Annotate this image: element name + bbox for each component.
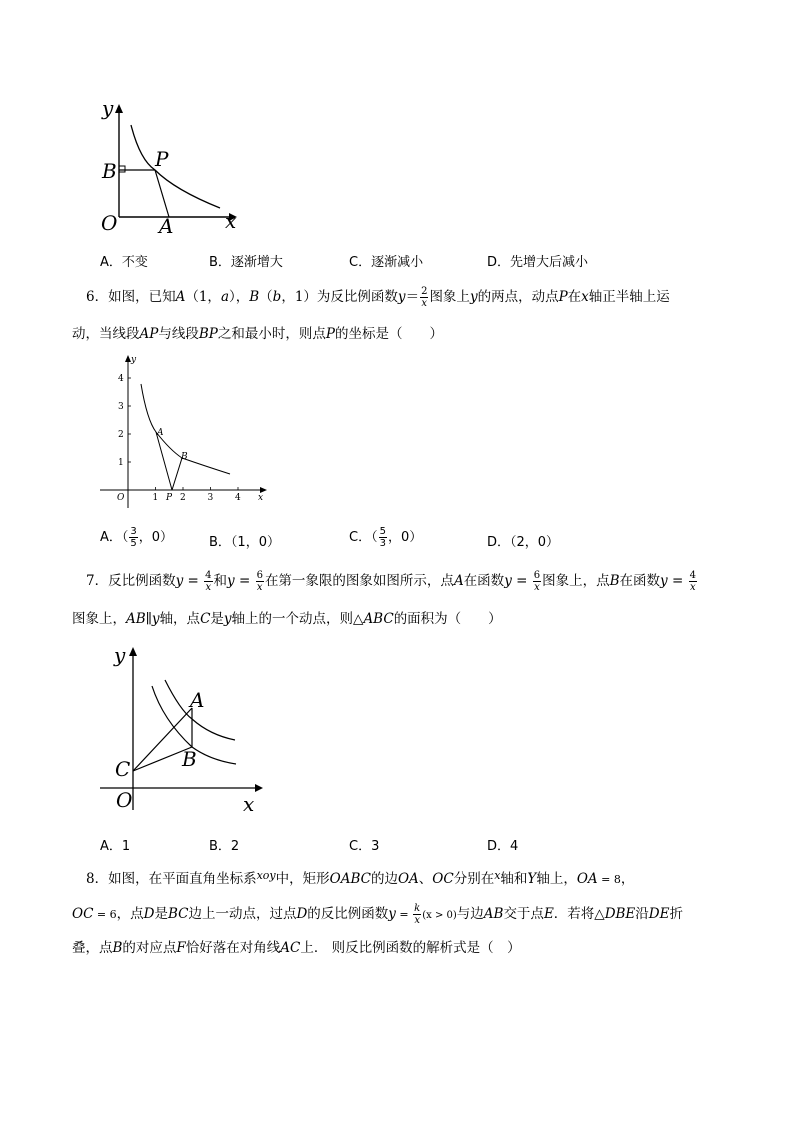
fig6-origin-label: O	[117, 493, 125, 503]
q6-option-b[interactable]: B．（1，0）	[209, 535, 280, 550]
fig6-ytick-label: 2	[118, 430, 124, 440]
fig7-y-label: y	[114, 643, 126, 667]
q6-line-1: 6．如图，已知A（1，a），B（b，1）为反比例函数y＝ $\frac{2}{x}$ 图象上y的两点，动点P在x轴正半轴上运	[86, 286, 670, 309]
fig6-point-p-label: P	[166, 493, 173, 503]
fig5-point-b-label: B	[102, 159, 117, 183]
q7-option-d[interactable]: D．4	[487, 839, 519, 854]
q8-line-3: 叠，点B的对应点F恰好落在对角线AC上． 则反比例函数的解析式是（ ）	[72, 940, 521, 956]
q6-fraction-2-over-x: $\frac{2}{x}$	[421, 286, 428, 309]
q6-option-c[interactable]: C．（ $\frac{5}{3}$ ，0）	[349, 526, 423, 549]
fig7-origin-label: O	[116, 788, 133, 812]
fig6-xtick-label: 3	[207, 493, 214, 503]
q6-option-a[interactable]: A．（ $\frac{3}{5}$ ，0）	[100, 526, 174, 549]
q5-option-a[interactable]: A．不变	[100, 255, 148, 270]
q7-option-b[interactable]: B．2	[209, 839, 240, 854]
fig6-xtick-label: 1	[152, 493, 159, 503]
q7-line-1: 7．反比例函数y = $\frac{4}{x}$ 和y = $\frac{6}{x}$ 在第一象限的图象如图所示，点A在函数y = $\frac{6}{x}$ 图象上，点B在函数y = $\frac{4}{x}$	[86, 570, 696, 593]
fig6-x-label: x	[258, 493, 264, 503]
q5-option-d[interactable]: D．先增大后减小	[487, 255, 589, 270]
fig6-xtick-label: 4	[235, 493, 241, 503]
fig7-point-c-label: C	[115, 757, 131, 781]
q8-line-1: 8．如图，在平面直角坐标系$^{xoy}$中，矩形OABC的边OA、OC分别在$^x$轴和Y轴上，OA = 8，	[86, 869, 635, 887]
q7-option-a[interactable]: A．1	[100, 839, 131, 854]
q5-figure	[95, 95, 245, 235]
fig6-xtick-label: 2	[180, 493, 186, 503]
q7-figure	[95, 640, 275, 820]
fig5-x-label: x	[225, 209, 237, 233]
fig7-x-label: x	[243, 792, 255, 816]
fig6-point-a-label: A	[157, 428, 164, 438]
q7-line-2: 图象上，AB∥y轴，点C是y轴上的一个动点，则△ABC的面积为（ ）	[72, 611, 502, 627]
fig5-origin-label: O	[101, 211, 118, 235]
fig6-ytick-label: 1	[118, 458, 124, 468]
fig7-point-b-label: B	[182, 747, 197, 771]
fig6-ytick-label: 3	[118, 402, 124, 412]
fig6-ytick-label: 4	[118, 374, 124, 384]
q7-option-c[interactable]: C．3	[349, 839, 380, 854]
q8-line-2: OC = 6，点D是BC边上一动点，过点D的反比例函数y = $\frac{k}{x}$ (x > 0)与边AB交于点E．若将△DBE沿DE折	[72, 903, 683, 926]
q6-option-d[interactable]: D．（2，0）	[487, 535, 560, 550]
q5-option-c[interactable]: C．逐渐减小	[349, 255, 424, 270]
q5-option-b[interactable]: B．逐渐增大	[209, 255, 283, 270]
fig5-y-label: y	[102, 96, 114, 120]
q6-line-2: 动，当线段AP与线段BP之和最小时，则点P的坐标是（ ）	[72, 326, 443, 342]
fig5-point-a-label: A	[159, 214, 174, 235]
fig6-point-b-label: B	[181, 452, 188, 462]
fig5-point-p-label: P	[155, 147, 169, 171]
fig6-y-label: y	[131, 355, 137, 365]
fig7-point-a-label: A	[190, 688, 205, 712]
q6-figure	[95, 350, 275, 510]
